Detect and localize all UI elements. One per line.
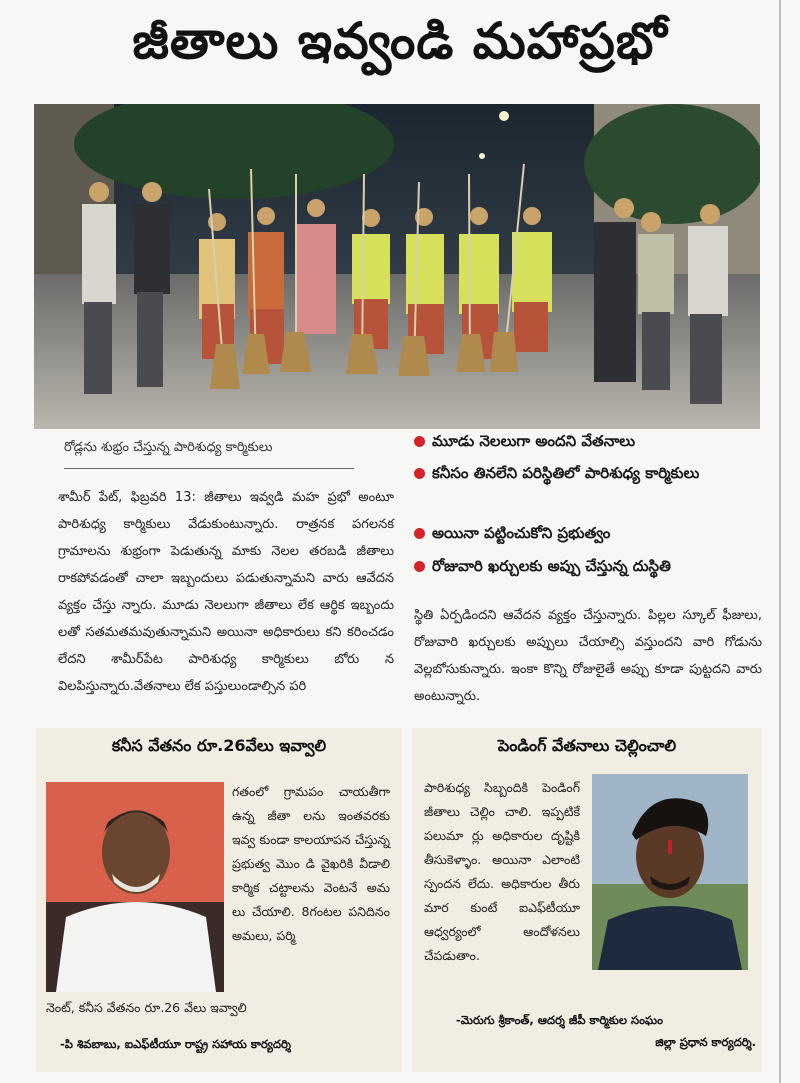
quote-box-left — [36, 728, 402, 1072]
bullet-item: అయినా పట్టించుకోని ప్రభుత్వం — [414, 520, 774, 546]
quote-text: పారిశుధ్య సిబ్బందికి పెండింగ్ జీతాలు చెల్లిం చాలి. ఇప్పటికే పలుమా ర్లు అధికారుల దృష్టికి తీసుకెళ్ళాం. అయినా ఎలాంటి స్పందన లేదు. అధికారుల తీరు మార కుంటే ఐఎఫ్‌టీయూ ఆధ్వర్యంలో ఆందోళనలు చేపడుతాం. — [424, 780, 580, 963]
quote-box-title: పెండింగ్ వేతనాలు చెల్లించాలి — [497, 736, 677, 755]
quote-text-side: గతంలో గ్రామపం చాయతీగా ఉన్న జీతా లను ఇంతవరకు ఇవ్వ కుండా కాలయాపన చేస్తున్న ప్రభుత్వ మొం డి వైఖరికి వీడాలి కార్మిక చట్టాలను వెంటనే అమ లు చేయాలి. 8గంటల పనిదినం అమలు, పర్మి — [232, 784, 390, 943]
bullet-item: కనీసం తినలేని పరిస్థితిలో పారిశుధ్య కార్మికులు — [414, 460, 774, 486]
bullet-item: రోజువారి ఖర్చులకు అప్పు చేస్తున్న దుస్థితి — [414, 553, 774, 579]
bullet-icon — [414, 436, 425, 447]
article-body-left: శామీర్ పేట్, ఫిబ్రవరి 13: జీతాలు ఇవ్వడి మహ ప్రభో అంటూ పారిశుధ్య కార్మికులు వేడుకుంటున్నారు. రాత్రనక పగలనక గ్రామాలను శుభ్రంగా పెడుతున్న మాకు నెలల తరబడి జీతాలు రాకపోవడంతో చాలా ఇబ్బందులు పడుతున్నామని వారు ఆవేదన వ్యక్తం చేస్తు న్నారు. మూడు నెలలుగా జీతాలు లేక ఆర్థిక ఇబ్బందు లతో సతమతమవుతున్నామని అయినా అధికారులు కని కరించడం లేదని శామీర్‌పేట పారిశుధ్య కార్మికులు బోరు న విలపిస్తున్నారు.వేతనాలు లేక పస్తులుండాల్సిన పరి — [58, 490, 394, 694]
bullet-icon — [414, 468, 425, 479]
page-headline: జీతాలు ఇవ్వండి మహాప్రభో — [132, 12, 668, 70]
photo-caption: రోడ్లను శుభ్రం చేస్తున్న పారిశుధ్య కార్మికులు — [64, 440, 273, 455]
speaker-photo — [46, 782, 224, 992]
quote-text-full: నెంట్, కనీస వేతనం రూ.26 వేలు ఇవ్వాలి — [46, 1000, 247, 1015]
quote-signature: -పి శివబాబు, ఐఎఫ్‌టీయూ రాష్ట్ర సహాయ కార్యదర్శి — [60, 1037, 291, 1051]
workers-photo — [34, 104, 760, 429]
quote-signature-line1: -మెరుగు శ్రీకాంత్, ఆదర్శ జీపీ కార్మికుల సంఘం — [456, 1013, 663, 1027]
column-divider — [779, 0, 781, 1083]
quote-signature-line2: జిల్లా ప్రధాన కార్యదర్శి. — [655, 1035, 756, 1049]
bullet-icon — [414, 528, 425, 539]
article-body-right: స్థితి ఏర్పడిందని ఆవేదన వ్యక్తం చేస్తున్నారు. పిల్లల స్కూల్ ఫీజులు, రోజువారి ఖర్చులకు అప్పులు చేయాల్సి వస్తుందని వారి గోడును వెల్లబోసుకున్నారు. ఇంకా కొన్ని రోజులైతే అప్పు కూడా పుట్టదని వారు అంటున్నారు. — [414, 608, 762, 704]
quote-box-right — [412, 728, 762, 1072]
bullet-item: మూడు నెలలుగా అందని వేతనాలు — [414, 428, 774, 454]
bullet-icon — [414, 561, 425, 572]
quote-box-title: కనీస వేతనం రూ.26వేలు ఇవ్వాలి — [111, 736, 327, 755]
speaker-photo — [592, 774, 748, 970]
caption-divider — [64, 468, 354, 469]
